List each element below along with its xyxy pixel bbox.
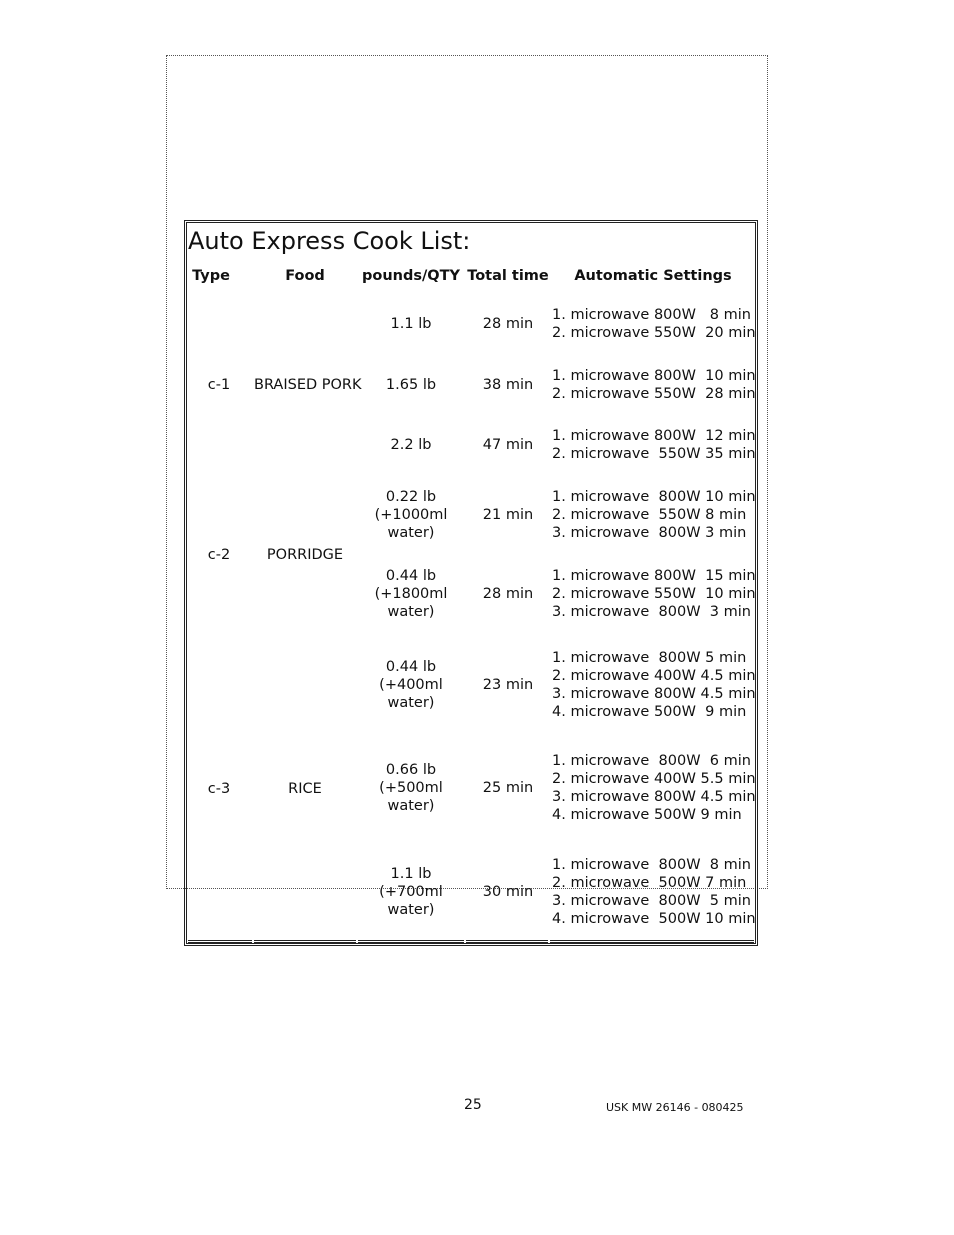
row-time: 30 min [482,884,534,900]
header-qty: pounds/QTY [361,268,460,284]
table-rule [254,940,356,943]
table-rule [188,940,252,943]
table-rule [358,940,464,943]
group-food: BRAISED PORK [254,377,362,393]
row-settings: 1. microwave 800W 10 min 2. microwave 550W 8 min 3. microwave 800W 3 min [552,489,756,541]
document-code: USK MW 26146 - 080425 [606,1101,744,1114]
row-settings: 1. microwave 800W 12 min 2. microwave 550W 35 min [552,428,756,462]
row-qty: 2.2 lb [390,437,432,453]
row-qty: 0.66 lb (+500ml water) [379,762,443,814]
row-time: 23 min [482,677,534,693]
row-settings: 1. microwave 800W 8 min 2. microwave 550W 20 min [552,307,756,341]
row-settings: 1. microwave 800W 10 min 2. microwave 550W 28 min [552,368,756,402]
row-qty: 0.44 lb (+400ml water) [379,659,443,711]
row-qty: 1.1 lb (+700ml water) [379,866,443,918]
group-food: RICE [288,781,322,797]
group-type: c-1 [207,377,231,393]
header-time: Total time [467,268,549,284]
row-time: 25 min [482,780,534,796]
row-qty: 0.22 lb (+1000ml water) [374,489,448,541]
table-rule [466,940,548,943]
row-time: 38 min [482,377,534,393]
header-food: Food [285,268,325,284]
row-time: 28 min [482,316,534,332]
group-food: PORRIDGE [266,547,344,563]
row-time: 28 min [482,586,534,602]
header-type: Type [192,268,230,284]
row-time: 21 min [482,507,534,523]
group-type: c-2 [207,547,231,563]
page-title: Auto Express Cook List: [188,227,471,255]
row-settings: 1. microwave 800W 6 min 2. microwave 400W 5.5 min 3. microwave 800W 4.5 min 4. microwave 500W 9 min [552,753,756,823]
row-qty: 1.1 lb [390,316,432,332]
row-time: 47 min [482,437,534,453]
row-settings: 1. microwave 800W 5 min 2. microwave 400W 4.5 min 3. microwave 800W 4.5 min 4. microwave 500W 9 min [552,650,756,720]
row-settings: 1. microwave 800W 8 min 2. microwave 500W 7 min 3. microwave 800W 5 min 4. microwave 500W 10 min [552,857,756,927]
header-settings: Automatic Settings [574,268,732,284]
page-number: 25 [464,1097,482,1113]
row-qty: 0.44 lb (+1800ml water) [374,568,448,620]
group-type: c-3 [207,781,231,797]
row-settings: 1. microwave 800W 15 min 2. microwave 550W 10 min 3. microwave 800W 3 min [552,568,756,620]
table-rule [550,940,754,943]
row-qty: 1.65 lb [385,377,437,393]
